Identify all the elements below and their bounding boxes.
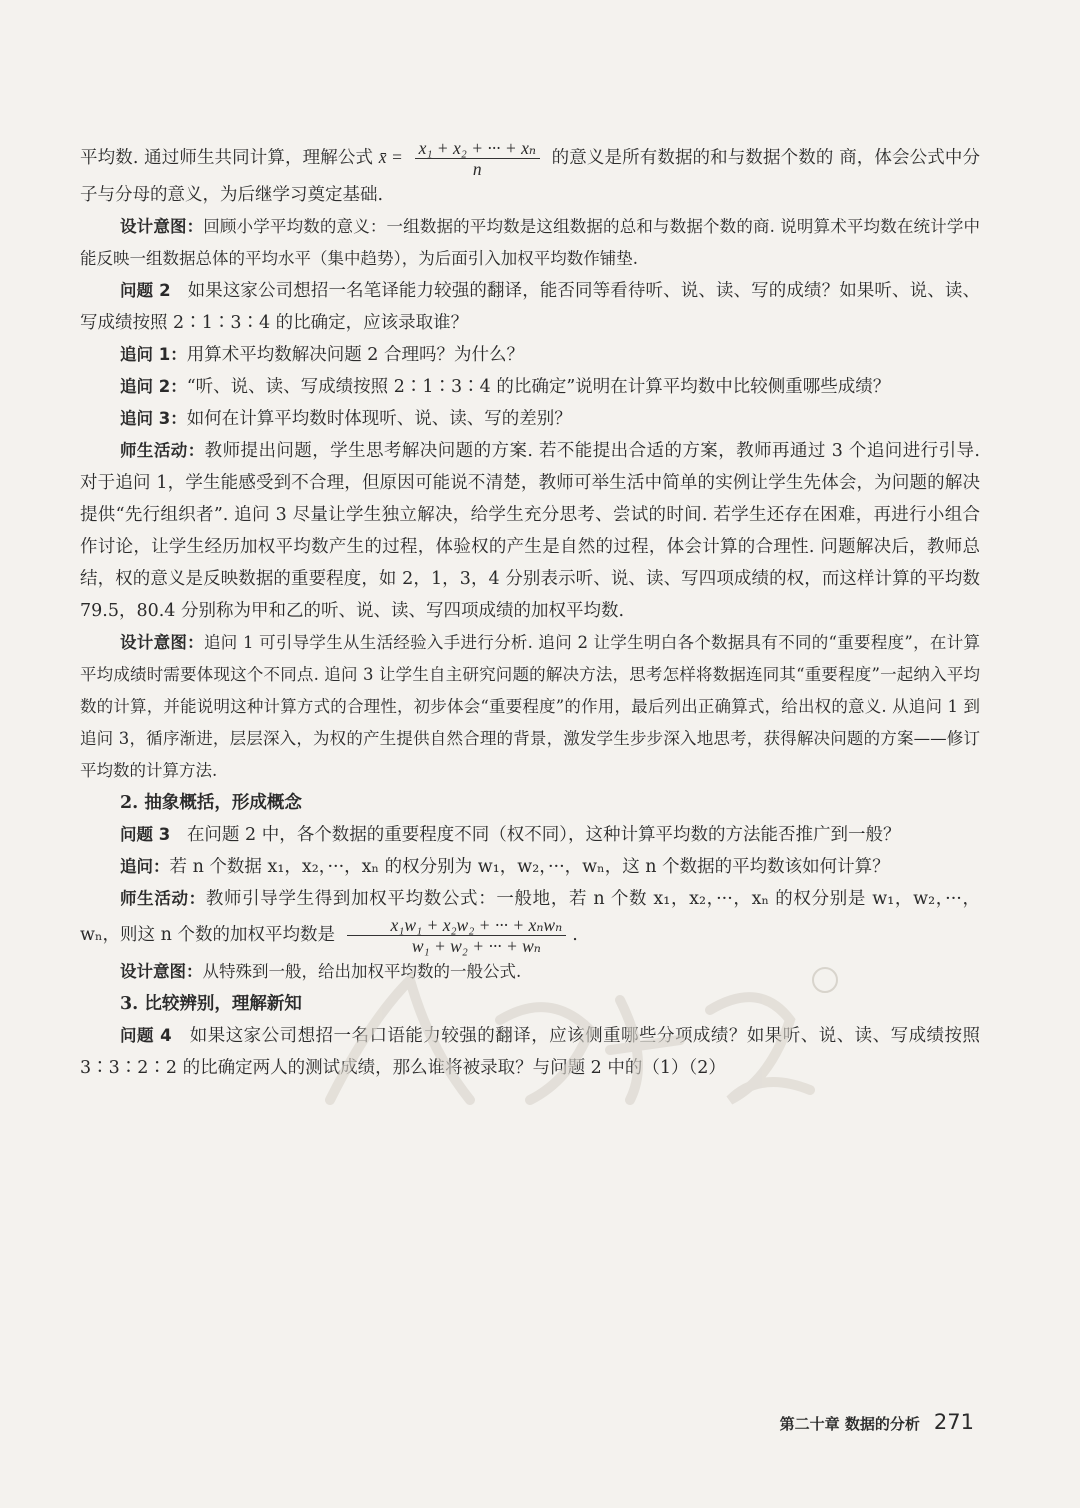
formula-numerator: x₁ + x₂ + ··· + xₙ [415,138,540,159]
section-heading-2: 2. 抽象概括，形成概念 [120,793,302,813]
label: 师生活动： [120,889,206,908]
label: 设计意图： [120,962,203,981]
paragraph-formula [80,138,980,211]
question-2 [80,275,980,339]
text: 商，体会公式中分子与分母的意义，为后继学习奠定基础. [80,148,981,205]
text: 如果这家公司想招一名笔译能力较强的翻译，能否同等看待听、说、读、写的成绩？如果听、说、读、写成绩按照 2∶1∶3∶4 的比确定，应该录取谁？ [80,281,980,333]
activity-2 [80,883,980,956]
design-intent-2 [80,627,980,787]
label: 师生活动： [120,441,205,460]
label: 问题 2 [120,281,171,300]
text: 平均数. 通过师生共同计算，理解公式 [80,148,374,168]
text: “听、说、读、写成绩按照 2∶1∶3∶4 的比确定”说明在计算平均数中比较侧重哪些成绩？ [186,377,891,397]
text: . [572,925,578,945]
text: 回顾小学平均数的意义：一组数据的平均数是这组数据的总和与数据个数的商. 说明算术平均数在统计学中能反映一组数据总体的平均水平（集中趋势），为后面引入加权平均数作铺垫. [80,217,981,268]
text: 在问题 2 中，各个数据的重要程度不同（权不同），这种计算平均数的方法能否推广到一般？ [186,825,901,845]
design-intent-3 [80,956,980,988]
page-body [80,138,980,1084]
page-footer [780,1410,974,1434]
text: 用算术平均数解决问题 2 合理吗？为什么？ [186,345,524,365]
label: 设计意图： [120,633,204,652]
question-3 [80,819,980,851]
section-heading-3: 3. 比较辨别，理解新知 [120,994,302,1014]
label: 追问： [120,857,170,876]
weighted-mean-formula [347,915,567,956]
formula-denominator: w₁ + w₂ + ··· + wₙ [411,936,541,956]
followup-4 [80,851,980,883]
text: 追问 1 可引导学生从生活经验入手进行分析. 追问 2 让学生明白各个数据具有不同的“重要程度”，在计算平均成绩时需要体现这个不同点. 追问 3 让学生自主研究问题的解决方法，思考怎样将数据连同其“重要程度”一起纳入平均数的计算，并能说明这种计算方式的合理性，初步体会“重要程度”的作用，最后列出正确算式，给出权的意义. 从追问 1 到追问 3，循序渐进，层层深入，为权的产生提供自然合理的背景，激发学生步步深入地思考，获得解决问题的方案——修订平均数的计算方法. [80,633,980,780]
label: 追问 2： [120,377,187,396]
followup-1 [80,339,980,371]
formula-numerator: x₁w₁ + x₂w₂ + ··· + xₙwₙ [347,915,567,936]
text: 如果这家公司想招一名口语能力较强的翻译，应该侧重哪些分项成绩？如果听、说、读、写成绩按照 3∶3∶2∶2 的比确定两人的测试成绩，那么谁将被录取？与问题 2 中的（1）（2） [80,1026,980,1078]
text: 若 n 个数据 x₁，x₂，···，xₙ 的权分别为 w₁，w₂，···，wₙ，这 n 个数据的平均数该如何计算？ [169,857,890,877]
label: 问题 4 [120,1026,172,1045]
text: 如何在计算平均数时体现听、说、读、写的差别？ [186,409,572,429]
label: 追问 3： [120,409,187,428]
label: 问题 3 [120,825,171,844]
mean-symbol: x̄ = [378,147,403,167]
activity-1 [80,435,980,627]
formula-denominator: n [472,159,482,179]
text: 的意义是所有数据的和与数据个数的 [551,148,834,168]
text: 教师提出问题，学生思考解决问题的方案. 若不能提出合适的方案，教师再通过 3 个追问进行引导. 对于追问 1，学生能感受到不合理，但原因可能说不清楚，教师可举生活中简单的实例让学生先体会，为问题的解决提供“先行组织者”. 追问 3 尽量让学生独立解决，给学生充分思考、尝试的时间. 若学生还存在困难，再进行小组合作讨论，让学生经历加权平均数产生的过程，体验权的产生是自然的过程，体会计算的合理性. 问题解决后，教师总结，权的意义是反映数据的重要程度，如 2，1，3，4 分别表示听、说、读、写四项成绩的权，而这样计算的平均数 79.5，80.4 分别称为甲和乙的听、说、读、写四项成绩的加权平均数. [80,441,981,621]
mean-formula [415,138,540,179]
page-number: 271 [933,1410,974,1434]
followup-3 [80,403,980,435]
label: 追问 1： [120,345,187,364]
text: 从特殊到一般，给出加权平均数的一般公式. [202,962,522,981]
followup-2 [80,371,980,403]
question-4 [80,1020,980,1084]
label: 设计意图： [120,217,204,236]
chapter-title: 第二十章 数据的分析 [779,1415,920,1433]
design-intent-1 [80,211,980,275]
text: 教师引导学生得到加权平均数公式：一般地，若 n 个数 x₁，x₂，···，xₙ 的权分别是 w₁，w₂，···，wₙ，则这 n 个数的加权平均数是 [80,889,980,945]
